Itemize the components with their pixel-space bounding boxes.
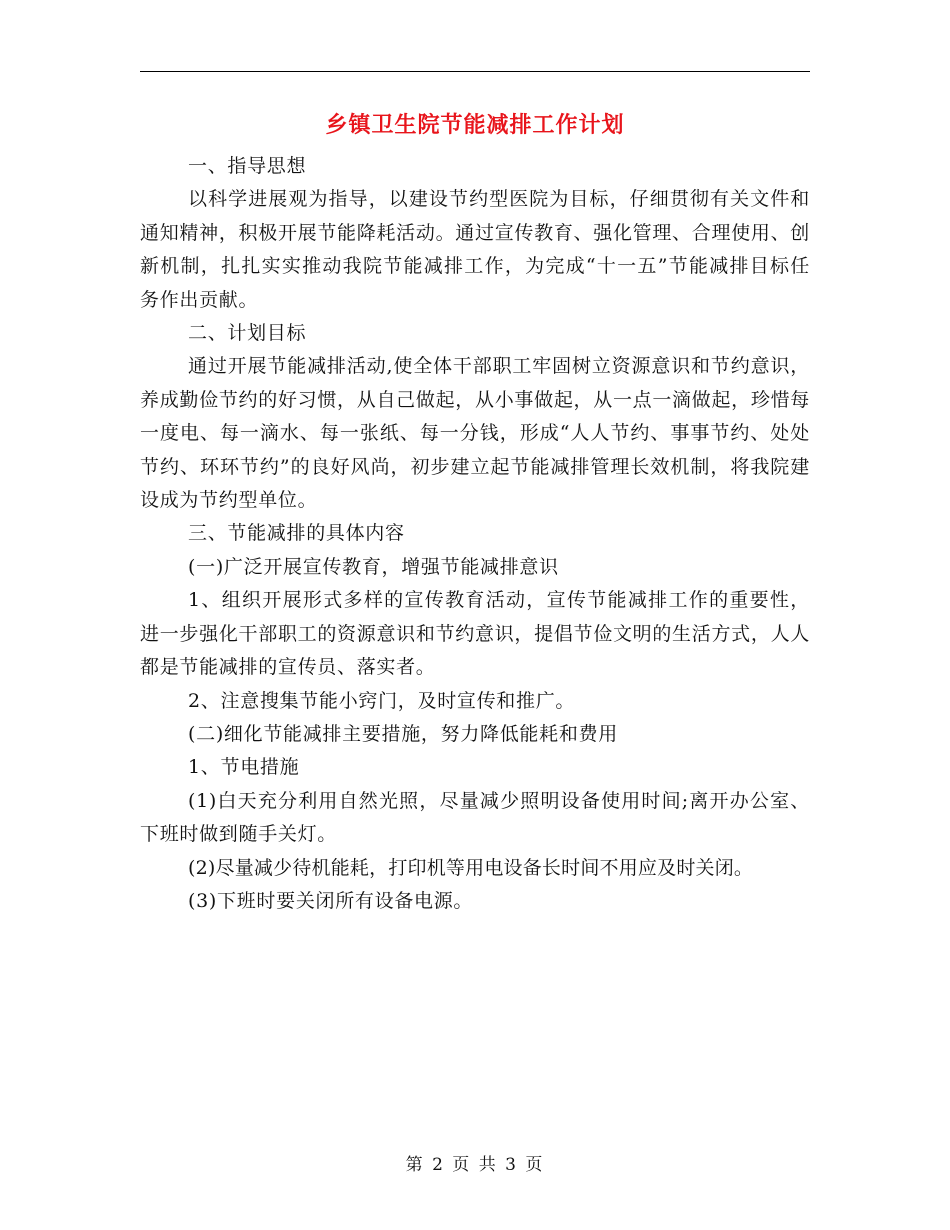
item-heading-power-saving: 1、节电措施 — [188, 756, 300, 779]
section-heading-guiding-ideology: 一、指导思想 — [188, 155, 307, 177]
subsection-heading-measures: (二)细化节能减排主要措施，努力降低能耗和费用 — [188, 722, 618, 745]
header-rule — [140, 71, 810, 72]
page-number-footer: 第 2 页 共 3 页 — [405, 1155, 545, 1175]
document-title: 乡镇卫生院节能减排工作计划 — [325, 113, 625, 138]
list-item-publicity-2: 2、注意搜集节能小窍门，及时宣传和推广。 — [188, 689, 576, 712]
list-item-power-3: (3)下班时要关闭所有设备电源。 — [188, 889, 474, 912]
document-body — [140, 150, 810, 918]
subsection-heading-publicity: (一)广泛开展宣传教育，增强节能减排意识 — [188, 555, 559, 578]
section-heading-plan-goals: 二、计划目标 — [188, 322, 307, 345]
list-item-power-1: (1)白天充分利用自然光照，尽量减少照明设备使用时间;离开办公室、下班时做到随手关灯。 — [140, 789, 810, 846]
list-item-power-2: (2)尽量减少待机能耗，打印机等用电设备长时间不用应及时关闭。 — [188, 856, 754, 879]
list-item-publicity-1: 1、组织开展形式多样的宣传教育活动，宣传节能减排工作的重要性，进一步强化干部职工的资源意识和节约意识，提倡节俭文明的生活方式，人人都是节能减排的宣传员、落实者。 — [140, 589, 810, 679]
section-heading-specific-content: 三、节能减排的具体内容 — [188, 522, 405, 545]
paragraph-plan-goals: 通过开展节能减排活动,使全体干部职工牢固树立资源意识和节约意识，养成勤俭节约的好习惯，从自己做起，从小事做起，从一点一滴做起，珍惜每一度电、每一滴水、每一张纸、每一分钱，形成“人人节约、事事节约、处处节约、环环节约”的良好风尚，初步建立起节能减排管理长效机制，将我院建设成为节约型单位。 — [140, 355, 810, 512]
paragraph-guiding-ideology: 以科学进展观为指导，以建设节约型医院为目标，仔细贯彻有关文件和通知精神，积极开展节能降耗活动。通过宣传教育、强化管理、合理使用、创新机制，扎扎实实推动我院节能减排工作，为完成“十一五”节能减排目标任务作出贡献。 — [140, 188, 810, 311]
